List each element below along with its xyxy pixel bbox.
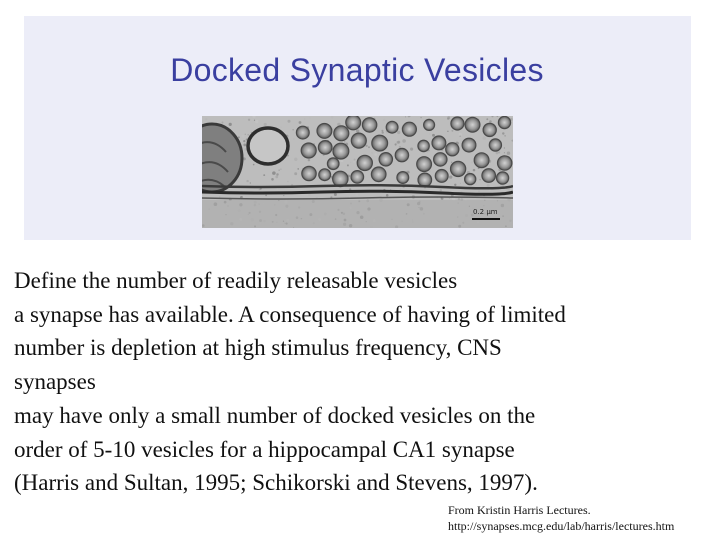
texture-speck <box>460 183 461 184</box>
texture-speck <box>459 133 462 136</box>
synaptic-vesicle <box>465 174 476 185</box>
synaptic-vesicle <box>302 166 316 180</box>
texture-speck <box>399 189 401 191</box>
texture-speck <box>250 182 251 183</box>
texture-speck <box>344 141 346 143</box>
synaptic-vesicle <box>371 167 386 182</box>
texture-speck <box>463 182 465 184</box>
texture-speck <box>447 131 448 132</box>
texture-speck <box>242 116 245 119</box>
source-credit <box>448 502 718 534</box>
texture-speck <box>294 158 297 161</box>
synaptic-vesicle <box>418 173 432 187</box>
texture-speck <box>255 120 258 123</box>
texture-speck <box>427 151 428 152</box>
texture-speck <box>486 118 488 120</box>
synaptic-vesicle <box>386 121 398 133</box>
texture-speck <box>355 193 358 196</box>
texture-speck <box>271 178 274 181</box>
texture-speck <box>507 151 510 154</box>
synaptic-vesicle <box>327 158 339 170</box>
body-line: order of 5-10 vesicles for a hippocampal CA1 synapse <box>14 436 515 462</box>
texture-speck <box>449 175 452 178</box>
synaptic-vesicle <box>317 124 332 139</box>
synaptic-vesicle <box>296 126 309 139</box>
texture-speck <box>405 116 406 117</box>
texture-speck <box>308 194 310 196</box>
texture-speck <box>354 159 356 161</box>
texture-speck <box>383 119 385 121</box>
texture-speck <box>350 162 351 163</box>
texture-speck <box>432 134 435 137</box>
synaptic-vesicle <box>489 139 501 151</box>
synaptic-vesicle <box>318 141 332 155</box>
texture-speck <box>473 169 476 172</box>
texture-speck <box>386 194 389 197</box>
texture-speck <box>222 122 224 124</box>
texture-speck <box>368 146 370 148</box>
credit-url: http://synapses.mcg.edu/lab/harris/lectures.htm <box>448 519 675 533</box>
texture-speck <box>353 148 354 149</box>
texture-speck <box>399 146 401 148</box>
texture-speck <box>353 161 355 163</box>
texture-speck <box>309 117 311 119</box>
texture-speck <box>374 153 377 156</box>
synaptic-vesicle <box>462 138 476 152</box>
texture-speck <box>304 119 305 120</box>
texture-speck <box>280 168 281 169</box>
synaptic-vesicle <box>451 161 466 176</box>
texture-speck <box>243 144 246 147</box>
texture-speck <box>451 130 453 132</box>
texture-speck <box>254 120 255 121</box>
body-paragraph <box>14 264 714 500</box>
texture-speck <box>334 193 337 196</box>
micrograph-drawing <box>202 116 513 228</box>
texture-speck <box>356 129 359 132</box>
slide-title: Docked Synaptic Vesicles <box>170 52 544 88</box>
texture-speck <box>292 129 293 130</box>
texture-speck <box>487 184 490 187</box>
synaptic-vesicle <box>319 169 331 181</box>
texture-speck <box>297 168 299 170</box>
texture-speck <box>502 132 504 134</box>
texture-speck <box>365 145 367 147</box>
texture-speck <box>454 184 456 186</box>
texture-speck <box>308 159 310 161</box>
synaptic-vesicle <box>351 133 366 148</box>
synaptic-vesicle <box>432 136 446 150</box>
texture-speck <box>335 123 336 124</box>
scale-bar-label: 0.2 µm <box>473 208 498 216</box>
postsynaptic-region <box>202 200 513 228</box>
texture-speck <box>397 141 400 144</box>
texture-speck <box>275 176 278 179</box>
texture-speck <box>382 131 384 133</box>
texture-speck <box>440 189 442 191</box>
texture-speck <box>447 116 450 119</box>
texture-speck <box>242 135 245 138</box>
synaptic-vesicle <box>474 153 489 168</box>
texture-speck <box>496 151 499 154</box>
synaptic-vesicle <box>333 143 349 159</box>
texture-speck <box>475 183 476 184</box>
synaptic-vesicle <box>482 169 496 183</box>
synaptic-vesicle <box>498 116 510 128</box>
texture-speck <box>451 162 452 163</box>
body-line: Define the number of readily releasable vesicles <box>14 268 458 293</box>
texture-speck <box>280 127 281 128</box>
texture-speck <box>420 117 421 118</box>
synaptic-vesicle <box>435 170 448 183</box>
texture-speck <box>246 180 248 182</box>
synaptic-vesicle <box>301 143 316 158</box>
body-line: number is depletion at high stimulus frequency, CNS <box>14 335 502 361</box>
texture-speck <box>283 195 284 196</box>
texture-speck <box>371 152 372 153</box>
synaptic-vesicle <box>372 135 388 151</box>
synaptic-vesicle <box>451 117 464 130</box>
texture-speck <box>397 131 400 134</box>
texture-speck <box>299 121 302 124</box>
synaptic-vesicle <box>434 153 447 166</box>
body-line: (Harris and Sultan, 1995; Schikorski and Stevens, 1997). <box>14 470 538 496</box>
texture-speck <box>263 174 265 176</box>
body-line: a synapse has available. A consequence of having of limited <box>14 301 566 327</box>
synaptic-vesicle <box>465 117 480 132</box>
texture-speck <box>331 116 334 119</box>
electron-micrograph-image <box>202 116 513 228</box>
texture-speck <box>392 163 394 165</box>
credit-line: From Kristin Harris Lectures. <box>448 503 591 517</box>
texture-speck <box>229 123 232 126</box>
texture-speck <box>276 188 278 190</box>
synaptic-vesicle <box>334 126 349 141</box>
synaptic-vesicle <box>417 157 432 172</box>
synaptic-vesicle <box>362 118 376 132</box>
texture-speck <box>504 152 505 153</box>
texture-speck <box>483 136 486 139</box>
synaptic-vesicle <box>497 172 509 184</box>
texture-speck <box>410 148 413 151</box>
texture-speck <box>381 130 383 132</box>
texture-speck <box>264 123 267 126</box>
synaptic-vesicle <box>357 155 372 170</box>
body-line: may have only a small number of docked vesicles on the <box>14 402 536 428</box>
texture-speck <box>276 173 278 175</box>
texture-speck <box>219 196 220 197</box>
body-line: synapses <box>14 369 96 395</box>
synaptic-vesicle <box>379 153 392 166</box>
texture-speck <box>504 147 505 148</box>
texture-speck <box>238 136 240 138</box>
synaptic-vesicle <box>395 148 408 161</box>
texture-speck <box>272 171 276 175</box>
synaptic-vesicle <box>346 116 361 130</box>
texture-speck <box>279 170 280 171</box>
synaptic-vesicle <box>402 122 416 136</box>
synaptic-vesicle <box>418 140 429 151</box>
texture-speck <box>259 188 261 190</box>
texture-speck <box>478 190 480 192</box>
texture-speck <box>243 140 245 142</box>
texture-speck <box>402 139 406 143</box>
synaptic-vesicle <box>424 119 435 130</box>
synaptic-vesicle <box>446 143 459 156</box>
texture-speck <box>288 120 291 123</box>
texture-speck <box>479 179 480 180</box>
texture-speck <box>253 164 255 166</box>
texture-speck <box>489 120 492 123</box>
texture-speck <box>429 133 430 134</box>
texture-speck <box>347 164 349 166</box>
synaptic-vesicle <box>483 123 496 136</box>
large-vesicle <box>248 128 288 164</box>
synaptic-vesicle <box>351 171 364 184</box>
texture-speck <box>429 169 432 172</box>
texture-speck <box>471 161 473 163</box>
texture-speck <box>504 135 505 136</box>
texture-speck <box>449 198 450 199</box>
texture-speck <box>287 181 288 182</box>
texture-speck <box>245 134 246 135</box>
texture-speck <box>248 119 250 121</box>
texture-speck <box>265 195 267 197</box>
texture-speck <box>293 138 294 139</box>
synaptic-vesicle <box>498 156 512 170</box>
texture-speck <box>247 134 249 136</box>
texture-speck <box>205 118 207 120</box>
texture-speck <box>294 172 297 175</box>
texture-speck <box>395 143 397 145</box>
synaptic-vesicle <box>397 172 409 184</box>
texture-speck <box>242 196 245 199</box>
